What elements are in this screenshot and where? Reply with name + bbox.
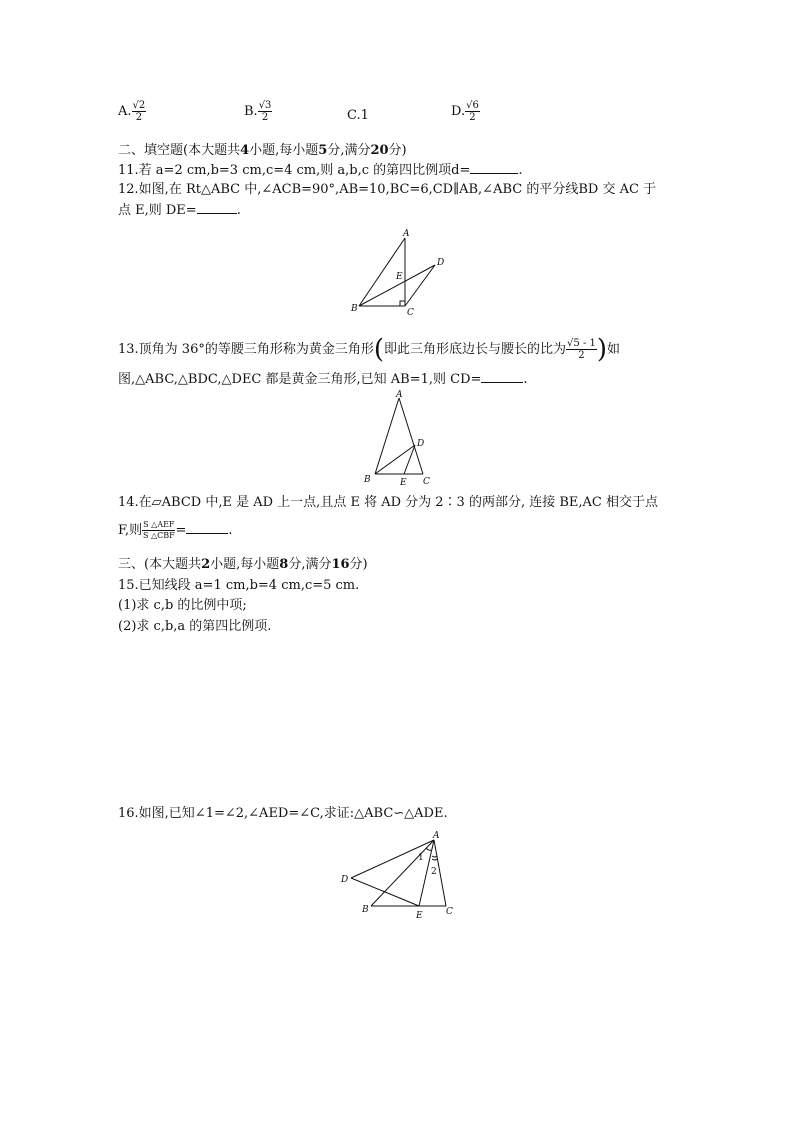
question-16: 16.如图,已知∠1=∠2,∠AED=∠C,求证:△ABC∽△ADE. (118, 806, 448, 821)
section2-heading: 二、填空题(本大题共4小题,每小题5分,满分20分) (118, 143, 407, 158)
angle-2-arc-inner (432, 859, 437, 860)
question-13-line2: 图,△ABC,△BDC,△DEC 都是黄金三角形,已知 AB=1,则 CD= . (118, 372, 528, 387)
option-b-label: B. (244, 104, 258, 119)
answer-blank-13[interactable] (481, 370, 523, 383)
label-a: A (396, 390, 403, 400)
segment-ac (399, 398, 423, 474)
option-c-label: C.1 (347, 108, 369, 123)
angle-1-arc (426, 848, 431, 850)
figure-13-diagram (360, 388, 440, 490)
figure-12-diagram (345, 228, 455, 318)
label-c: C (423, 477, 430, 487)
option-d-fraction: $\frac{√6}{2}$ (466, 100, 479, 123)
option-b (244, 100, 272, 123)
answer-blank-12[interactable] (197, 201, 237, 214)
angle-1-label: 1 (418, 853, 424, 863)
label-a: A (403, 229, 410, 239)
question-14-line2: F,则 $\frac{\text{S △AEF}}{\text{S △CBF}}$ = . (118, 520, 233, 540)
label-b: B (351, 304, 358, 314)
question-13-line1: 13.顶角为 36°的等腰三角形称为黄金三角形(即此三角形底边长与腰长的比为 $\frac{√5 - 1}{2}$ )如 (118, 334, 621, 365)
segment-de (351, 878, 419, 906)
question-11: 11.若 a=2 cm,b=3 cm,c=4 cm,则 a,b,c 的第四比例项d= . (118, 163, 523, 178)
label-d: D (417, 439, 425, 449)
option-a-label: A. (118, 104, 132, 119)
segment-ab (375, 398, 399, 474)
answer-blank-11[interactable] (470, 161, 518, 174)
answer-blank-14[interactable] (186, 521, 228, 534)
label-b: B (364, 475, 371, 485)
section3-heading: 三、(本大题共2小题,每小题8分,满分16分) (118, 557, 368, 572)
angle-2-label: 2 (431, 867, 437, 877)
question-12-line1: 12.如图,在 Rt△ABC 中,∠ACB=90°,AB=10,BC=6,CD∥AB,∠ABC 的平分线BD 交 AC 于 (118, 182, 657, 197)
golden-ratio-fraction: $\frac{√5 - 1}{2}$ (567, 338, 596, 361)
label-a: A (433, 831, 440, 841)
angle-2-arc (432, 856, 437, 857)
segment-ab (371, 840, 434, 906)
option-d-label: D. (451, 104, 466, 119)
option-c (347, 108, 369, 123)
right-angle-mark (400, 301, 405, 306)
label-d: D (341, 875, 349, 885)
figure-16-diagram (336, 830, 466, 922)
label-e: E (396, 272, 403, 282)
option-a (118, 100, 146, 123)
question-15-part1: (1)求 c,b 的比例中项; (118, 598, 247, 613)
option-d (451, 100, 480, 123)
question-15-part2: (2)求 c,b,a 的第四比例项. (118, 619, 272, 634)
question-15-stem: 15.已知线段 a=1 cm,b=4 cm,c=5 cm. (118, 578, 360, 593)
label-e: E (416, 911, 423, 921)
label-d: D (437, 258, 445, 268)
segment-cd (405, 265, 435, 306)
question-14-line1: 14.在▱ABCD 中,E 是 AD 上一点,且点 E 将 AD 分为 2∶3 的两部分, 连接 BE,AC 相交于点 (118, 495, 658, 510)
question-12-line2: 点 E,则 DE= . (118, 203, 241, 218)
label-b: B (362, 905, 369, 915)
area-ratio-fraction: $\frac{\text{S △AEF}}{\text{S △CBF}}$ (142, 520, 175, 540)
label-e: E (400, 478, 407, 488)
option-a-fraction: $\frac{√2}{2}$ (132, 100, 146, 123)
option-b-fraction: $\frac{√3}{2}$ (258, 100, 272, 123)
label-c: C (446, 907, 453, 917)
label-c: C (407, 308, 414, 318)
